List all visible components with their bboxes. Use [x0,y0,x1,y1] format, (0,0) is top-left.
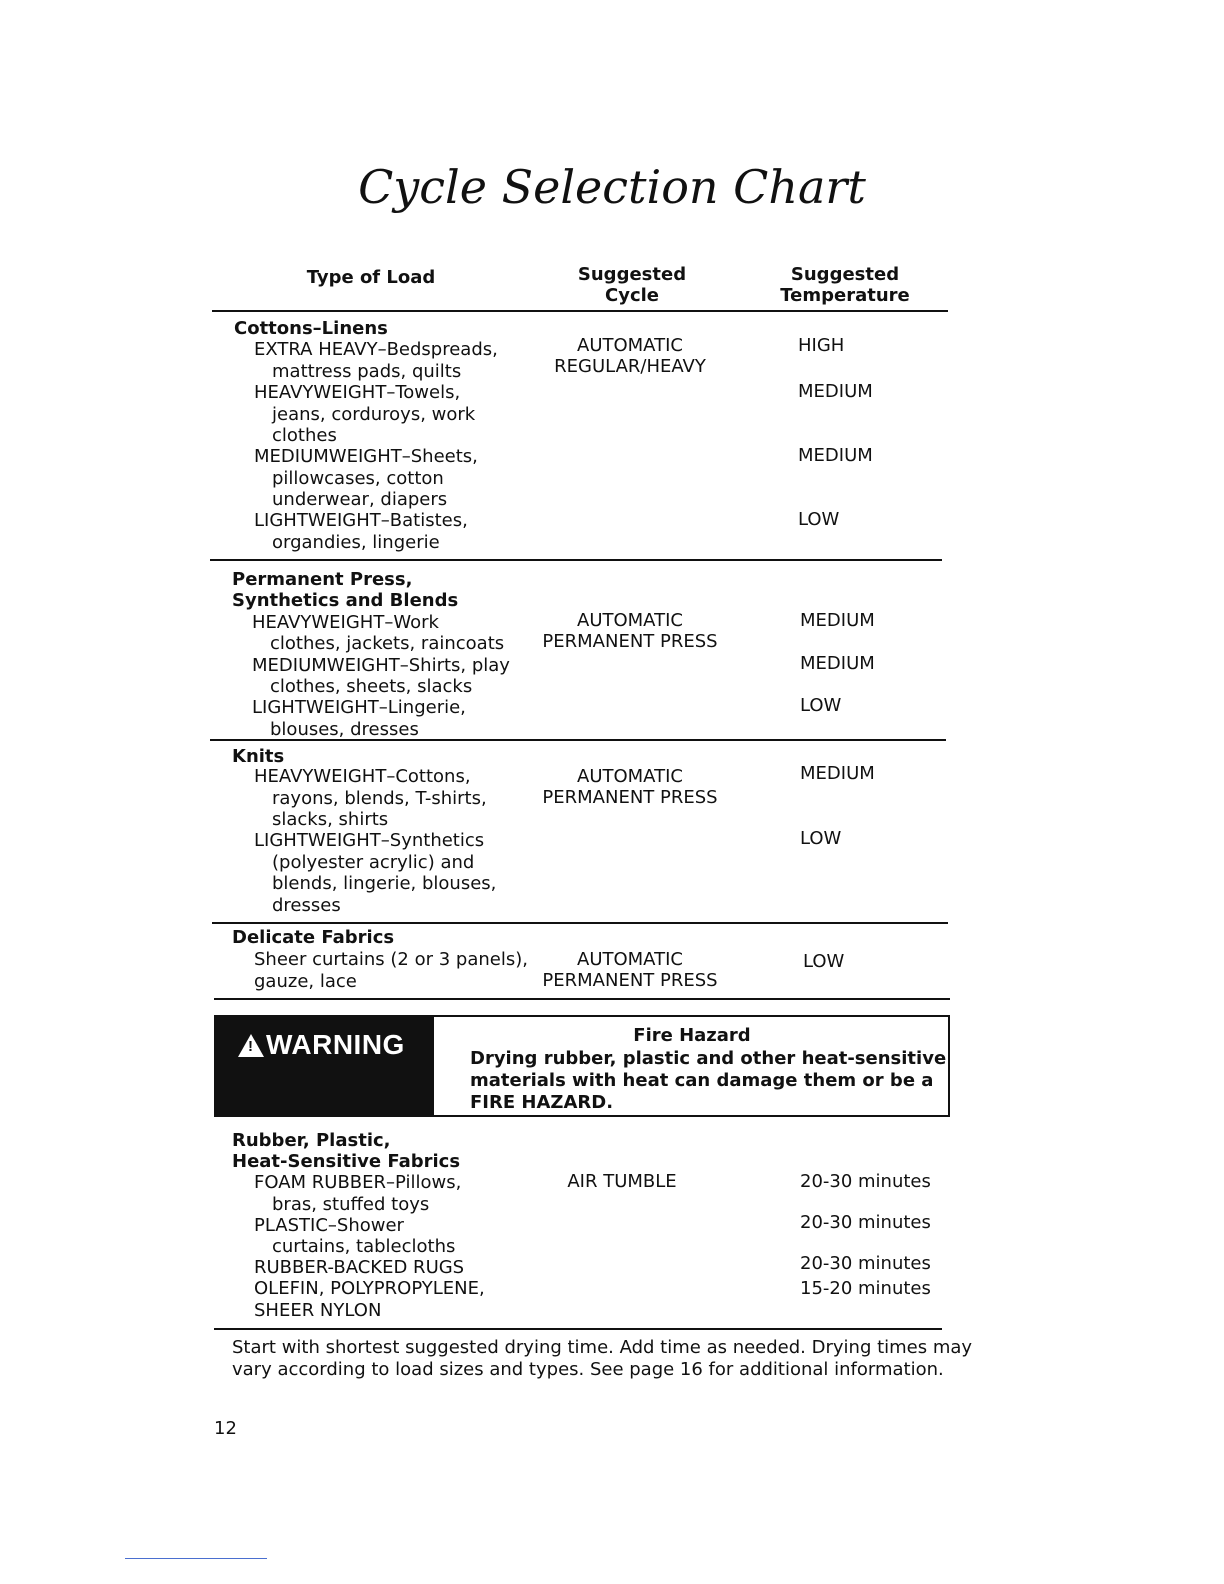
list-item: organdies, lingerie [272,532,440,553]
cycle-value: PERMANENT PRESS [542,970,718,991]
cycle-value: REGULAR/HEAVY [554,356,706,377]
temperature-value: LOW [798,509,840,530]
section-divider [214,998,950,1000]
temperature-value: MEDIUM [800,610,875,631]
header-type-of-load: Type of Load [306,267,436,288]
warning-label-panel [216,1017,434,1115]
list-item: dresses [272,895,341,916]
list-item: clothes [272,425,337,446]
list-item: underwear, diapers [272,489,448,510]
drying-time-value: 20-30 minutes [800,1212,931,1233]
list-item: rayons, blends, T-shirts, [272,788,487,809]
header-suggested-temperature: Suggested Temperature [780,264,910,306]
list-item: clothes, jackets, raincoats [270,633,505,654]
list-item: (polyester acrylic) and [272,852,475,873]
temperature-value: LOW [800,695,842,716]
list-item: HEAVYWEIGHT–Towels, [254,382,461,403]
list-item: HEAVYWEIGHT–Cottons, [254,766,471,787]
temperature-value: HIGH [798,335,845,356]
warning-label: ! WARNING [238,1029,405,1061]
list-item: EXTRA HEAVY–Bedspreads, [254,339,498,360]
list-item: pillowcases, cotton [272,468,444,489]
list-item: Sheer curtains (2 or 3 panels), [254,949,528,970]
temperature-value: MEDIUM [798,381,873,402]
list-item: LIGHTWEIGHT–Synthetics [254,830,485,851]
temperature-value: MEDIUM [798,445,873,466]
section-divider [210,739,946,741]
header-suggested-cycle: Suggested Cycle [577,264,687,306]
list-item: blouses, dresses [270,719,419,740]
list-item: LIGHTWEIGHT–Lingerie, [252,697,466,718]
list-item: curtains, tablecloths [272,1236,456,1257]
section-divider [210,559,942,561]
temperature-value: MEDIUM [800,653,875,674]
footnote: Start with shortest suggested drying time. Add time as needed. Drying times may vary according to load sizes and types. See page 16 for additional information. [232,1337,973,1380]
temperature-value: MEDIUM [800,763,875,784]
page-title: Cycle Selection Chart [358,160,866,214]
temperature-value: LOW [800,828,842,849]
section-heading-permanent-press: Permanent Press, [232,569,413,590]
header-divider [212,310,948,312]
list-item: RUBBER-BACKED RUGS [254,1257,465,1278]
list-item: jeans, corduroys, work [272,404,476,425]
cycle-value: AUTOMATIC [577,766,683,787]
section-heading-synthetics: Synthetics and Blends [232,590,459,611]
cycle-value: PERMANENT PRESS [542,787,718,808]
temperature-value: LOW [803,951,845,972]
list-item: blends, lingerie, blouses, [272,873,497,894]
cycle-value: AUTOMATIC [577,610,683,631]
bottom-underline [125,1558,267,1559]
list-item: PLASTIC–Shower [254,1215,404,1236]
warning-triangle-icon: ! [238,1034,264,1057]
page-number: 12 [214,1418,237,1439]
cycle-value: AUTOMATIC [577,335,683,356]
warning-text: Drying rubber, plastic and other heat-sensitive materials with heat can damage them or be a FIRE HAZARD. [470,1048,947,1113]
list-item: MEDIUMWEIGHT–Shirts, play [252,655,510,676]
section-heading-delicate: Delicate Fabrics [232,927,395,948]
list-item: LIGHTWEIGHT–Batistes, [254,510,468,531]
section-divider [212,922,948,924]
list-item: clothes, sheets, slacks [270,676,473,697]
list-item: MEDIUMWEIGHT–Sheets, [254,446,478,467]
list-item: OLEFIN, POLYPROPYLENE, [254,1278,485,1299]
section-heading-heat-sensitive: Heat-Sensitive Fabrics [232,1151,461,1172]
cycle-value: AIR TUMBLE [567,1171,677,1192]
section-heading-rubber: Rubber, Plastic, [232,1130,391,1151]
cycle-value: PERMANENT PRESS [542,631,718,652]
warning-box [214,1015,950,1117]
cycle-value: AUTOMATIC [577,949,683,970]
section-heading-cottons: Cottons–Linens [234,318,388,339]
list-item: gauze, lace [254,971,357,992]
list-item: HEAVYWEIGHT–Work [252,612,439,633]
section-divider [214,1328,942,1330]
drying-time-value: 20-30 minutes [800,1171,931,1192]
list-item: SHEER NYLON [254,1300,382,1321]
section-heading-knits: Knits [232,746,285,767]
drying-time-value: 15-20 minutes [800,1278,931,1299]
warning-title: Fire Hazard [633,1025,751,1046]
list-item: FOAM RUBBER–Pillows, [254,1172,462,1193]
list-item: mattress pads, quilts [272,361,462,382]
drying-time-value: 20-30 minutes [800,1253,931,1274]
list-item: bras, stuffed toys [272,1194,430,1215]
list-item: slacks, shirts [272,809,389,830]
